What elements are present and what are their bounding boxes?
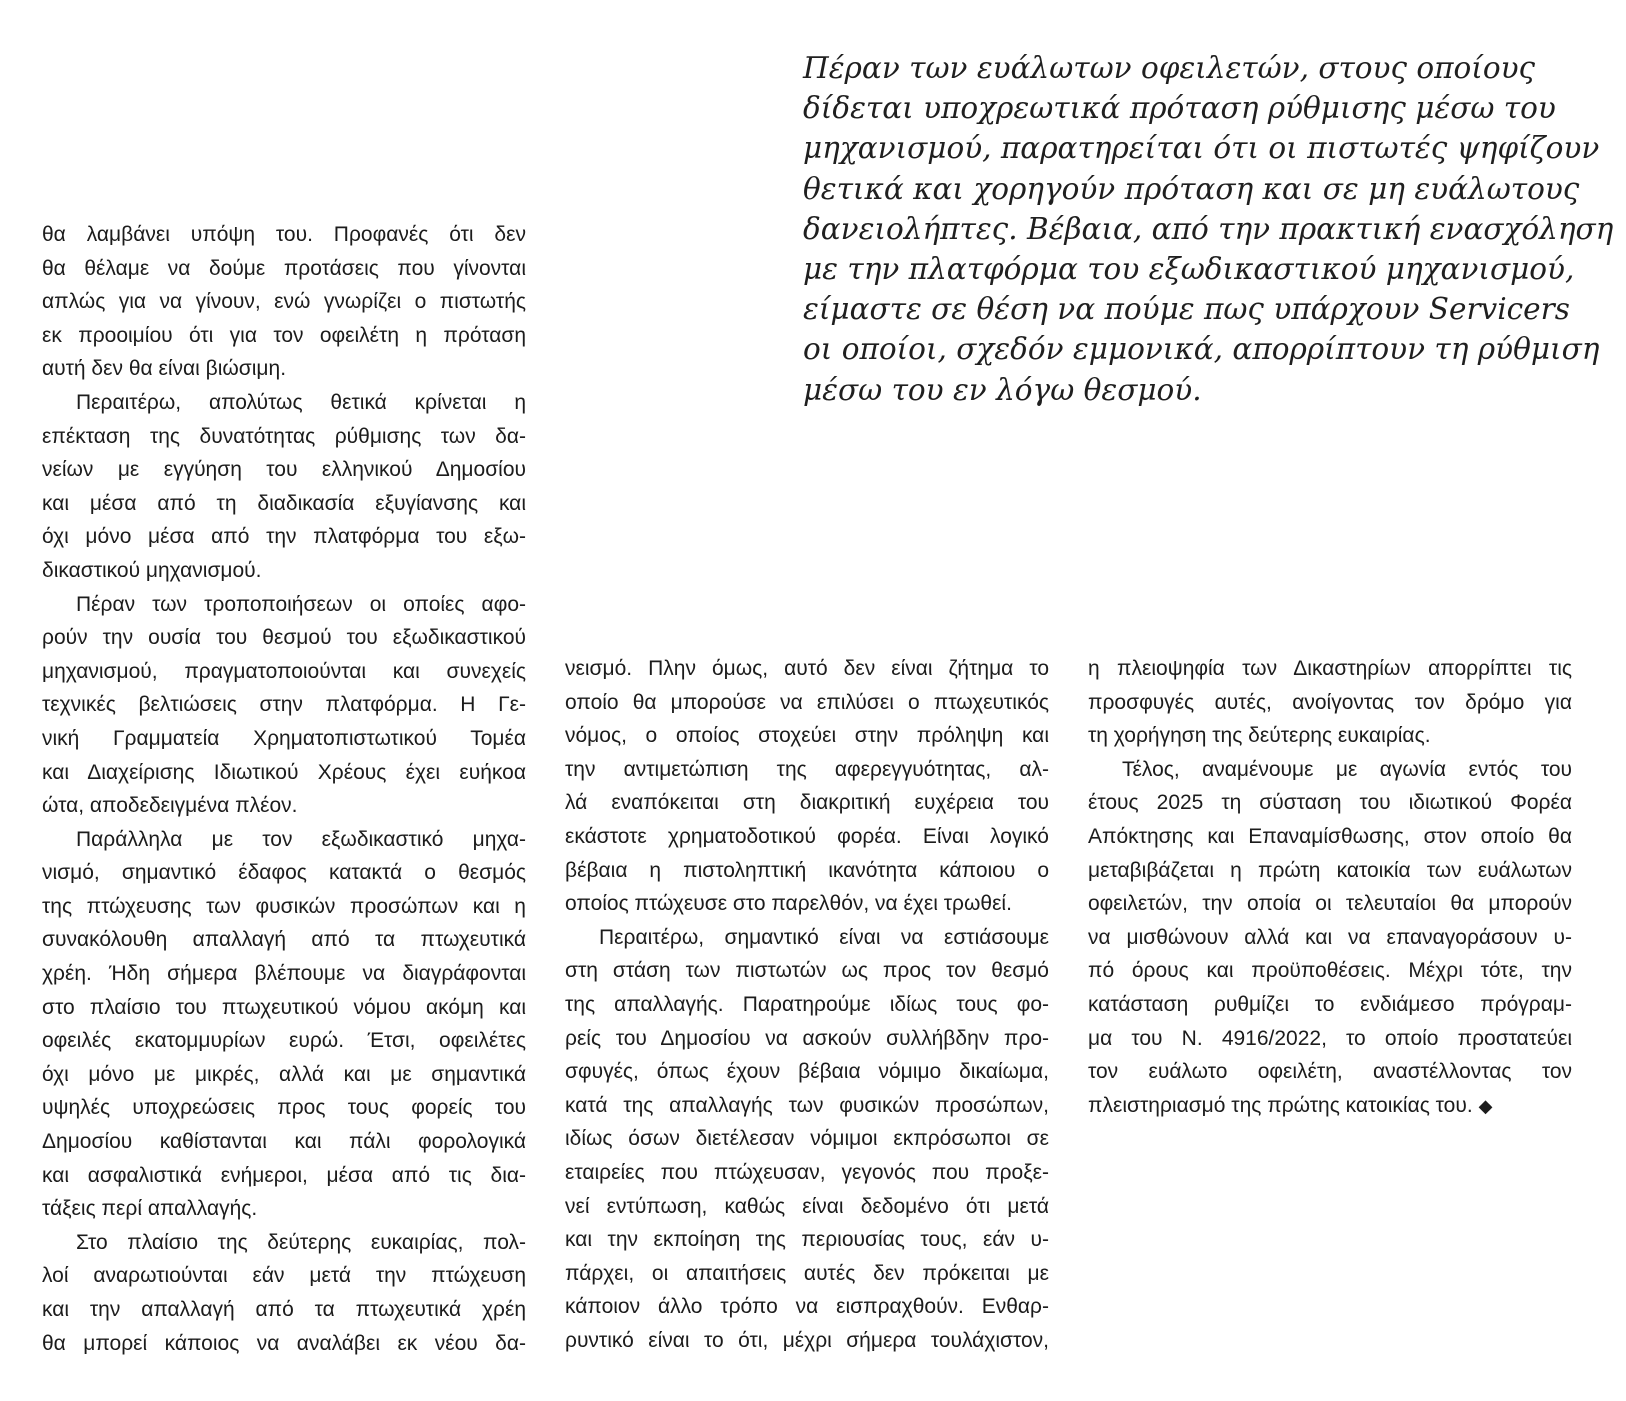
- text-line: οποίο θα μπορούσε να επιλύσει ο πτωχευτικός: [565, 690, 1049, 714]
- text-line: την αντιμετώπιση της αφερεγγυότητας, αλ-: [565, 757, 1049, 781]
- paragraph-start-line: Περαιτέρω, απολύτως θετικά κρίνεται η: [76, 390, 526, 414]
- text-line: νεισμό. Πλην όμως, αυτό δεν είναι ζήτημα το: [565, 657, 1049, 680]
- text-line: οφειλετών, την οποία οι τελευταίοι θα μπορούν: [1088, 892, 1572, 916]
- text-line: μα του Ν. 4916/2022, το οποίο προστατεύει: [1088, 1026, 1572, 1050]
- text-line: θα θέλαμε να δούμε προτάσεις που γίνονται: [42, 256, 526, 280]
- text-line: Απόκτησης και Επαναμίσθωσης, στον οποίο θα: [1088, 824, 1572, 848]
- text-line: εταιρείες που πτώχευσαν, γεγονός που προξε-: [565, 1160, 1049, 1184]
- pull-quote-line: μηχανισμού, παρατηρείται ότι οι πιστωτές ψηφίζουν: [803, 131, 1600, 166]
- text-line: μεταβιβάζεται η πρώτη κατοικία των ευάλωτων: [1088, 858, 1572, 882]
- text-line: χρέη. Ήδη σήμερα βλέπουμε να διαγράφονται: [42, 962, 526, 986]
- text-line: δικαστικού μηχανισμού.: [42, 558, 262, 582]
- text-line: λά εναπόκειται στη διακριτική ευχέρεια του: [565, 791, 1049, 815]
- text-line: εκάστοτε χρηματοδοτικού φορέα. Είναι λογικό: [565, 824, 1049, 848]
- text-line: της απαλλαγής. Παρατηρούμε ιδίως τους φο-: [565, 992, 1049, 1016]
- text-column-2: [565, 652, 1049, 1357]
- pull-quote-line: μέσω του εν λόγω θεσμού.: [803, 372, 1202, 407]
- text-line: μηχανισμού, πραγματοποιούνται και συνεχείς: [42, 659, 526, 683]
- text-column-3: [1088, 652, 1572, 1122]
- text-line: απλώς για να γίνουν, ενώ γνωρίζει ο πιστωτής: [42, 290, 526, 314]
- text-line: νισμό, σημαντικό έδαφος κατακτά ο θεσμός: [42, 861, 526, 885]
- text-line: κάποιον άλλο τρόπο να εισπραχθούν. Ενθαρ-: [565, 1295, 1049, 1319]
- text-line: βέβαια η πιστοληπτική ικανότητα κάποιου ο: [565, 858, 1049, 882]
- text-line: εκ προοιμίου ότι για τον οφειλέτη η πρόταση: [42, 323, 526, 347]
- paragraph-start-line: Περαιτέρω, σημαντικό είναι να εστιάσουμε: [599, 925, 1049, 949]
- text-line: νική Γραμματεία Χρηματοπιστωτικού Τομέα: [42, 726, 526, 750]
- text-line: προσφυγές αυτές, ανοίγοντας τον δρόμο για: [1088, 690, 1572, 714]
- text-line: κατά της απαλλαγής των φυσικών προσώπων,: [565, 1093, 1049, 1117]
- text-line: της πτώχευσης των φυσικών προσώπων και η: [42, 894, 526, 918]
- paragraph-start-line: Παράλληλα με τον εξωδικαστικό μηχα-: [76, 827, 526, 851]
- text-line: οφειλές εκατομμυρίων ευρώ. Έτσι, οφειλέτες: [42, 1029, 526, 1053]
- paragraph-start-line: Στο πλαίσιο της δεύτερης ευκαιρίας, πολ-: [76, 1230, 526, 1254]
- pull-quote-line: με την πλατφόρμα του εξωδικαστικού μηχανισμού,: [803, 251, 1575, 286]
- text-line: συνακόλουθη απαλλαγή από τα πτωχευτικά: [42, 928, 526, 952]
- text-line: ρυντικό είναι το ότι, μέχρι σήμερα τουλάχιστον,: [565, 1328, 1049, 1352]
- paragraph-start-line: Τέλος, αναμένουμε με αγωνία εντός του: [1122, 757, 1572, 781]
- text-line: ρείς του Δημοσίου να ασκούν συλλήβδην προ-: [565, 1026, 1049, 1050]
- text-line: πό όρους και προϋποθέσεις. Μέχρι τότε, την: [1088, 959, 1572, 983]
- text-line: τη χορήγηση της δεύτερης ευκαιρίας.: [1088, 724, 1431, 748]
- text-line: λοί αναρωτιούνται εάν μετά την πτώχευση: [42, 1264, 526, 1288]
- text-line: στο πλαίσιο του πτωχευτικού νόμου ακόμη και: [42, 995, 526, 1019]
- text-line-content: πλειστηριασμό της πρώτης κατοικίας του.: [1088, 1093, 1473, 1117]
- text-line: όχι μόνο με μικρές, αλλά και με σημαντικά: [42, 1062, 526, 1086]
- text-line: επέκταση της δυνατότητας ρύθμισης των δα-: [42, 424, 526, 448]
- text-line: σφυγές, όπως έχουν βέβαια νόμιμο δικαίωμα,: [565, 1060, 1049, 1084]
- text-line: θα μπορεί κάποιος να αναλάβει εκ νέου δα-: [42, 1331, 526, 1355]
- text-line: και την απαλλαγή από τα πτωχευτικά χρέη: [42, 1298, 526, 1321]
- pull-quote-line: δανειολήπτες. Βέβαια, από την πρακτική ενασχόληση: [803, 211, 1614, 246]
- text-line: κατάσταση ρυθμίζει το ενδιάμεσο πρόγραμ-: [1088, 992, 1572, 1016]
- text-line: όχι μόνο μέσα από την πλατφόρμα του εξω-: [42, 525, 526, 549]
- end-of-article-diamond-icon: ◆: [1478, 1095, 1493, 1116]
- text-line: οποίος πτώχευσε στο παρελθόν, να έχει τρωθεί.: [565, 892, 1012, 916]
- text-line: και ασφαλιστικά ενήμεροι, μέσα από τις δια-: [42, 1163, 526, 1187]
- text-line: Δημοσίου καθίστανται και πάλι φορολογικά: [42, 1130, 526, 1154]
- text-line: στη στάση των πιστωτών ως προς τον θεσμό: [565, 959, 1049, 983]
- text-line: και Διαχείρισης Ιδιωτικού Χρέους έχει ευήκοα: [42, 760, 526, 784]
- paragraph-start-line: Πέραν των τροποποιήσεων οι οποίες αφο-: [76, 592, 526, 616]
- text-line: νόμος, ο οποίος στοχεύει στην πρόληψη και: [565, 724, 1049, 748]
- last-text-line: [1088, 1089, 1572, 1123]
- text-column-1: [42, 218, 526, 1360]
- pull-quote-line: θετικά και χορηγούν πρόταση και σε μη ευάλωτους: [803, 171, 1580, 206]
- text-line: να μισθώνουν αλλά και να επαναγοράσουν υ-: [1088, 925, 1572, 949]
- text-line: νείων με εγγύηση του ελληνικού Δημοσίου: [42, 458, 526, 482]
- pull-quote: [803, 48, 1614, 410]
- pull-quote-line: δίδεται υποχρεωτικά πρόταση ρύθμισης μέσω του: [803, 91, 1556, 126]
- text-line: αυτή δεν θα είναι βιώσιμη.: [42, 357, 287, 381]
- text-line: και μέσα από τη διαδικασία εξυγίανσης και: [42, 491, 526, 515]
- pull-quote-line: είμαστε σε θέση να πούμε πως υπάρχουν Servicers: [803, 292, 1570, 327]
- text-line: τον ευάλωτο οφειλέτη, αναστέλλοντας τον: [1088, 1060, 1572, 1084]
- text-line: ώτα, αποδεδειγμένα πλέον.: [42, 794, 298, 818]
- text-line: νεί εντύπωση, καθώς είναι δεδομένο ότι μετά: [565, 1194, 1049, 1218]
- text-line: υψηλές υποχρεώσεις προς τους φορείς του: [42, 1096, 526, 1120]
- text-line: ιδίως όσων διετέλεσαν νόμιμοι εκπρόσωποι σε: [565, 1127, 1049, 1151]
- text-line: και την εκποίηση της περιουσίας τους, εάν υ-: [565, 1228, 1049, 1252]
- text-line: έτους 2025 τη σύσταση του ιδιωτικού Φορέα: [1088, 791, 1572, 815]
- text-line: θα λαμβάνει υπόψη του. Προφανές ότι δεν: [42, 223, 526, 246]
- text-line: ρούν την ουσία του θεσμού του εξωδικαστικού: [42, 626, 526, 650]
- pull-quote-line: οι οποίοι, σχεδόν εμμονικά, απορρίπτουν τη ρύθμιση: [803, 332, 1600, 367]
- text-line: τάξεις περί απαλλαγής.: [42, 1197, 258, 1221]
- text-line: τεχνικές βελτιώσεις στην πλατφόρμα. Η Γε-: [42, 693, 526, 717]
- text-line: πάρχει, οι απαιτήσεις αυτές δεν πρόκειται με: [565, 1261, 1049, 1285]
- pull-quote-line: Πέραν των ευάλωτων οφειλετών, στους οποίους: [803, 51, 1536, 85]
- text-line: η πλειοψηφία των Δικαστηρίων απορρίπτει τις: [1088, 657, 1572, 680]
